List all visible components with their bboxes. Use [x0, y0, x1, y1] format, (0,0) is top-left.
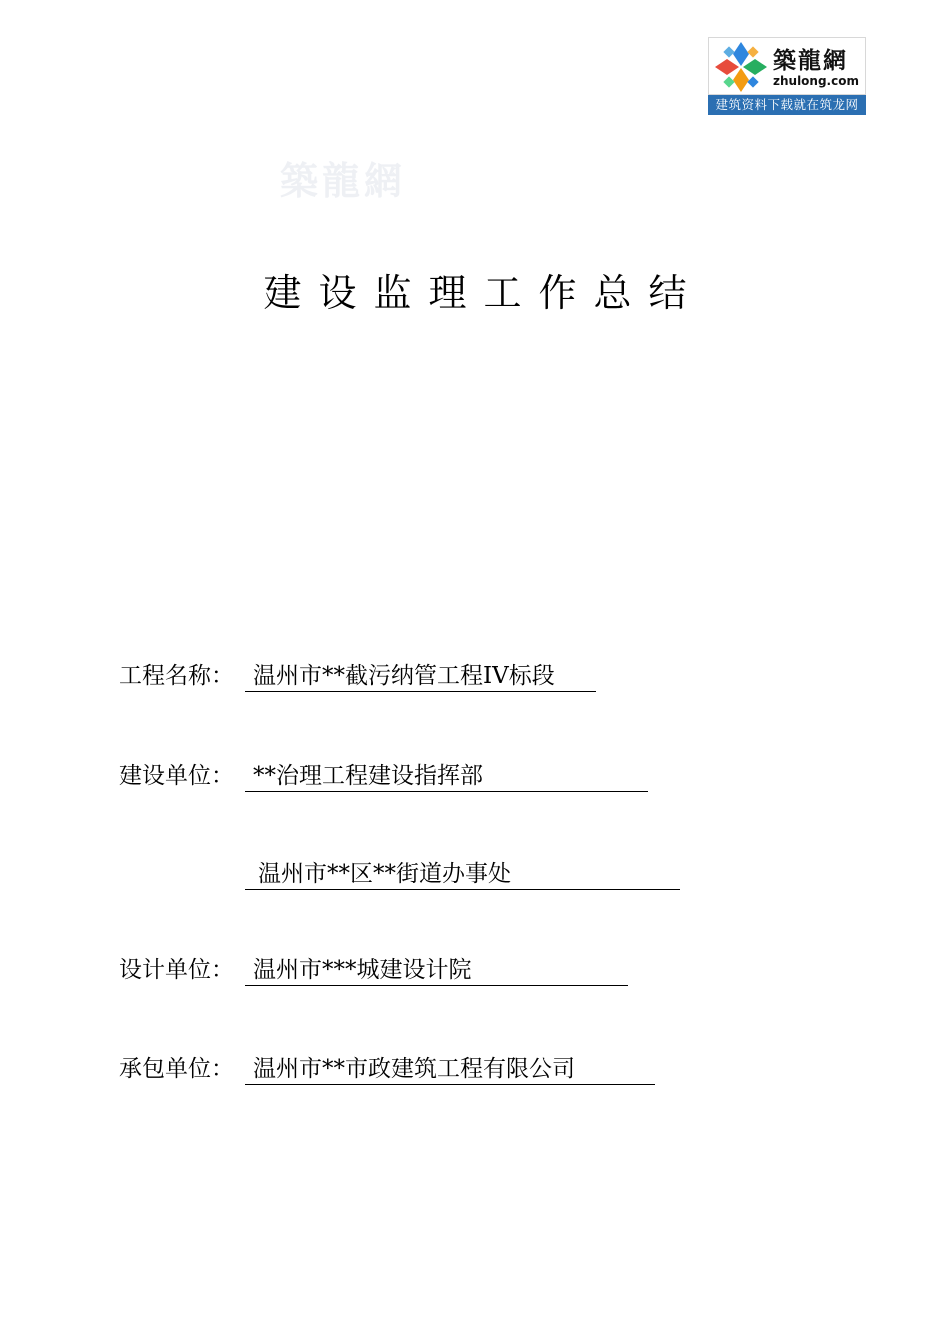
field-label: 设计单位：	[119, 957, 234, 983]
field-value: 温州市**截污纳管工程IV标段	[245, 659, 596, 692]
zhulong-logo	[708, 37, 866, 115]
field-label: 工程名称：	[119, 663, 234, 689]
field-value: 温州市**市政建筑工程有限公司	[245, 1052, 655, 1085]
watermark: 築龍網	[280, 158, 407, 203]
logo-domain: zhulong.com	[773, 74, 859, 88]
field-label: 建设单位：	[119, 763, 234, 789]
field-value: **治理工程建设指挥部	[245, 759, 648, 792]
logo-top-panel	[708, 37, 866, 95]
field-designer	[119, 953, 472, 987]
logo-pinwheel-icon	[713, 40, 769, 94]
field-contractor	[119, 1052, 575, 1086]
field-value: 温州市**区**街道办事处	[245, 857, 680, 890]
logo-chinese-name: 築龍網	[773, 47, 848, 74]
logo-slogan: 建筑资料下载就在筑龙网	[708, 95, 866, 115]
field-value: 温州市***城建设计院	[245, 953, 628, 986]
field-label: 承包单位：	[119, 1056, 234, 1082]
document-title: 建设监理工作总结	[263, 271, 704, 315]
field-project-name	[119, 659, 555, 693]
field-owner	[119, 759, 483, 793]
